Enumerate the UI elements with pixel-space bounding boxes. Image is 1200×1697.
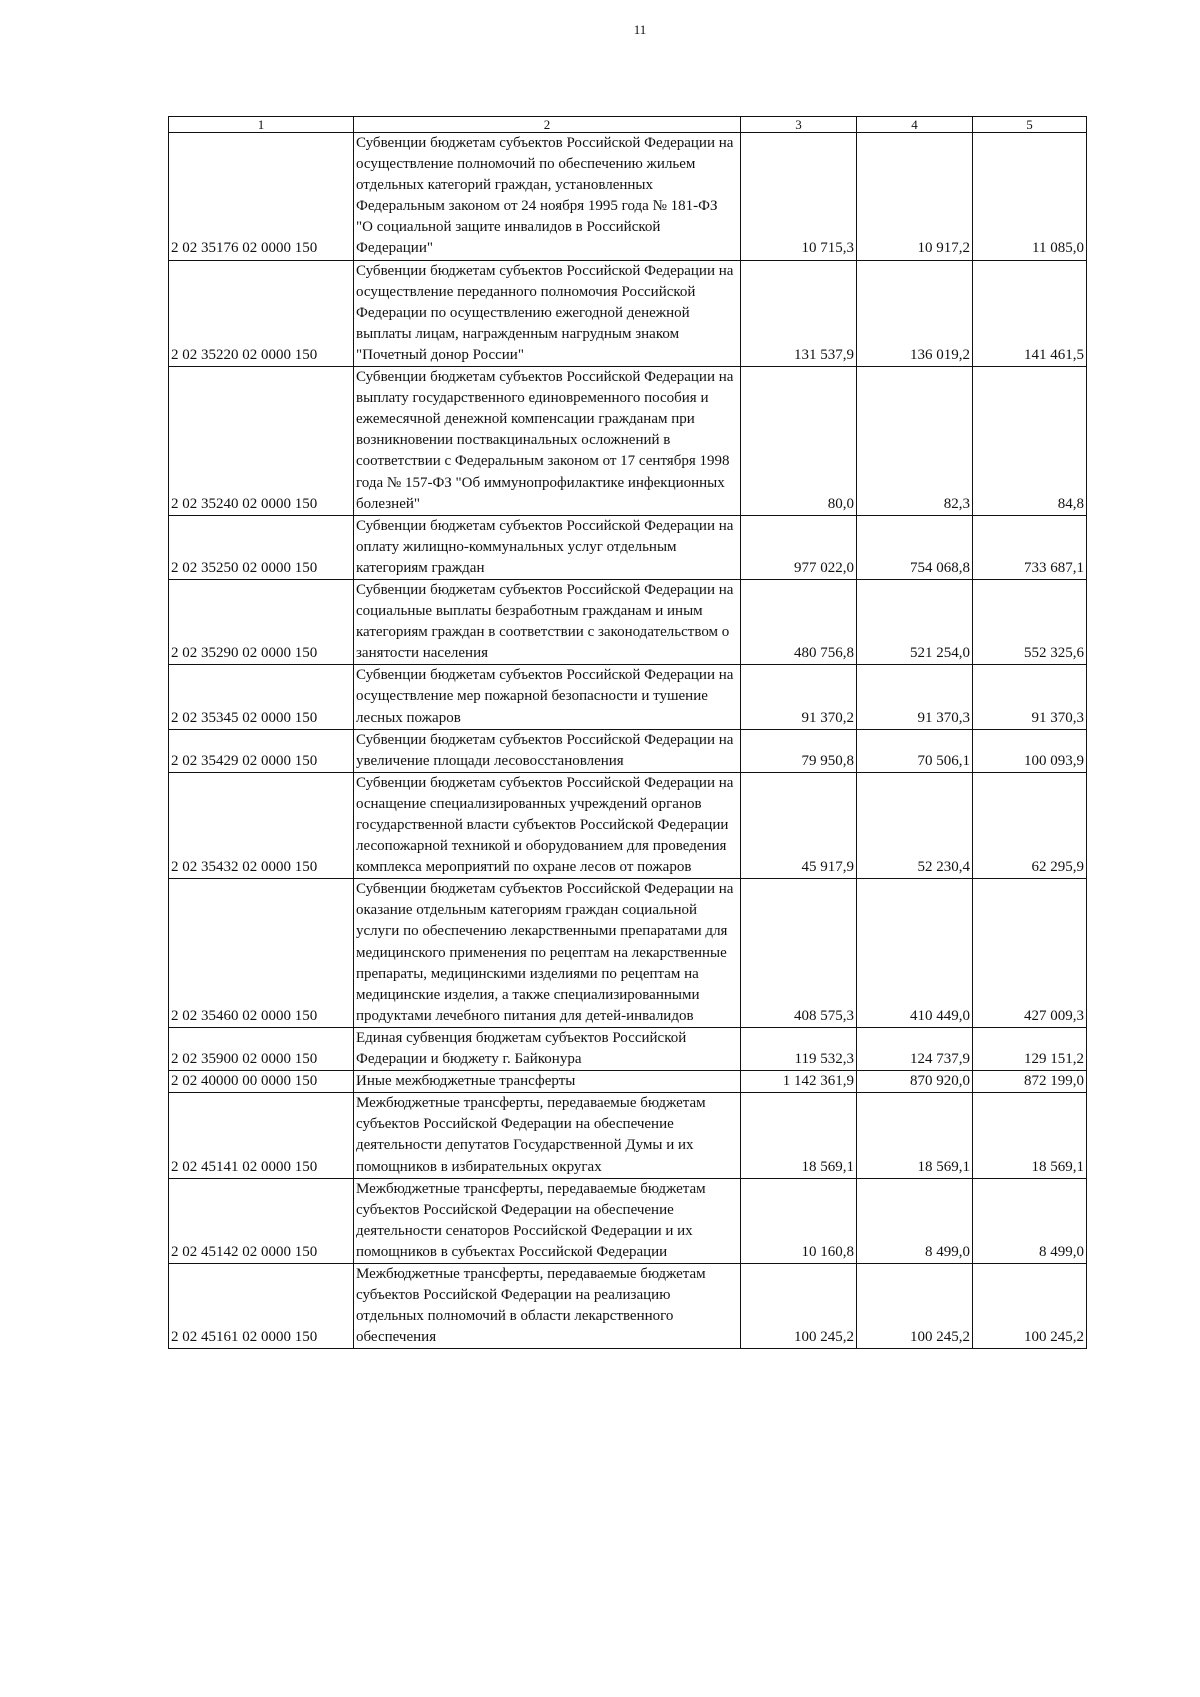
row-description-cell: Субвенции бюджетам субъектов Российской Федерации на выплату государственного единовременного пособия и ежемесячной денежной компенсации гражданам при возникновении поствакцинальных осложнений в соответствии с Федеральным законом от 17 сентября 1998 года № 157-ФЗ "Об иммунопрофилактике инфекционных болезней" <box>354 367 741 516</box>
row-value-col5: 552 325,6 <box>973 579 1087 664</box>
row-value-col4: 70 506,1 <box>857 729 973 772</box>
row-code-cell: 2 02 45142 02 0000 150 <box>169 1178 354 1263</box>
table-row <box>169 1178 1087 1263</box>
budget-table <box>168 116 1087 1349</box>
row-code-cell: 2 02 35290 02 0000 150 <box>169 579 354 664</box>
row-value-col3: 408 575,3 <box>741 879 857 1028</box>
column-header-3: 3 <box>741 117 857 133</box>
row-value-col3: 79 950,8 <box>741 729 857 772</box>
row-value-col4: 410 449,0 <box>857 879 973 1028</box>
table-row <box>169 133 1087 261</box>
row-code-cell: 2 02 35900 02 0000 150 <box>169 1027 354 1070</box>
row-value-col5: 100 093,9 <box>973 729 1087 772</box>
row-value-col3: 91 370,2 <box>741 665 857 729</box>
column-header-2: 2 <box>354 117 741 133</box>
row-value-col4: 52 230,4 <box>857 772 973 878</box>
table-row <box>169 515 1087 579</box>
row-value-col3: 119 532,3 <box>741 1027 857 1070</box>
table-row <box>169 879 1087 1028</box>
row-value-col4: 754 068,8 <box>857 515 973 579</box>
row-code-cell: 2 02 40000 00 0000 150 <box>169 1071 354 1093</box>
row-value-col3: 10 160,8 <box>741 1178 857 1263</box>
row-code-cell: 2 02 35429 02 0000 150 <box>169 729 354 772</box>
row-description-cell: Субвенции бюджетам субъектов Российской Федерации на осуществление мер пожарной безопасности и тушение лесных пожаров <box>354 665 741 729</box>
row-value-col4: 124 737,9 <box>857 1027 973 1070</box>
page-number: 11 <box>633 22 647 37</box>
row-value-col3: 1 142 361,9 <box>741 1071 857 1093</box>
row-value-col3: 45 917,9 <box>741 772 857 878</box>
row-value-col5: 427 009,3 <box>973 879 1087 1028</box>
row-value-col4: 91 370,3 <box>857 665 973 729</box>
row-value-col3: 10 715,3 <box>741 133 857 261</box>
row-value-col4: 870 920,0 <box>857 1071 973 1093</box>
row-value-col4: 82,3 <box>857 367 973 516</box>
row-value-col5: 84,8 <box>973 367 1087 516</box>
row-code-cell: 2 02 35176 02 0000 150 <box>169 133 354 261</box>
row-value-col3: 80,0 <box>741 367 857 516</box>
table-row <box>169 1093 1087 1178</box>
table-row <box>169 772 1087 878</box>
row-description-cell: Субвенции бюджетам субъектов Российской Федерации на оплату жилищно-коммунальных услуг отдельным категориям граждан <box>354 515 741 579</box>
row-value-col5: 18 569,1 <box>973 1093 1087 1178</box>
row-value-col4: 100 245,2 <box>857 1263 973 1348</box>
table-row <box>169 579 1087 664</box>
row-value-col5: 100 245,2 <box>973 1263 1087 1348</box>
row-value-col4: 8 499,0 <box>857 1178 973 1263</box>
table-body <box>169 133 1087 1349</box>
table-row <box>169 260 1087 366</box>
row-description-cell: Субвенции бюджетам субъектов Российской Федерации на увеличение площади лесовосстановления <box>354 729 741 772</box>
row-code-cell: 2 02 45141 02 0000 150 <box>169 1093 354 1178</box>
row-code-cell: 2 02 35345 02 0000 150 <box>169 665 354 729</box>
row-description-cell: Субвенции бюджетам субъектов Российской Федерации на осуществление переданного полномочия Российской Федерации по осуществлению ежегодной денежной выплаты лицам, награжденным нагрудным знаком "Почетный донор России" <box>354 260 741 366</box>
row-value-col4: 136 019,2 <box>857 260 973 366</box>
table-header-row <box>169 117 1087 133</box>
table-row <box>169 1263 1087 1348</box>
row-description-cell: Субвенции бюджетам субъектов Российской Федерации на осуществление полномочий по обеспечению жильем отдельных категорий граждан, установленных Федеральным законом от 24 ноября 1995 года № 181-ФЗ "О социальной защите инвалидов в Российской Федерации" <box>354 133 741 261</box>
row-code-cell: 2 02 45161 02 0000 150 <box>169 1263 354 1348</box>
row-description-cell: Межбюджетные трансферты, передаваемые бюджетам субъектов Российской Федерации на обеспечение деятельности депутатов Государственной Думы и их помощников в избирательных округах <box>354 1093 741 1178</box>
row-value-col3: 977 022,0 <box>741 515 857 579</box>
row-description-cell: Субвенции бюджетам субъектов Российской Федерации на оснащение специализированных учреждений органов государственной власти субъектов Российской Федерации лесопожарной техникой и оборудованием для проведения комплекса мероприятий по охране лесов от пожаров <box>354 772 741 878</box>
row-code-cell: 2 02 35220 02 0000 150 <box>169 260 354 366</box>
table-row <box>169 1071 1087 1093</box>
row-code-cell: 2 02 35432 02 0000 150 <box>169 772 354 878</box>
row-value-col5: 733 687,1 <box>973 515 1087 579</box>
row-value-col4: 521 254,0 <box>857 579 973 664</box>
row-value-col5: 872 199,0 <box>973 1071 1087 1093</box>
row-code-cell: 2 02 35460 02 0000 150 <box>169 879 354 1028</box>
row-value-col3: 131 537,9 <box>741 260 857 366</box>
column-header-5: 5 <box>973 117 1087 133</box>
row-description-cell: Межбюджетные трансферты, передаваемые бюджетам субъектов Российской Федерации на обеспечение деятельности сенаторов Российской Федерации и их помощников в субъектах Российской Федерации <box>354 1178 741 1263</box>
row-value-col3: 100 245,2 <box>741 1263 857 1348</box>
table-row <box>169 729 1087 772</box>
table-row <box>169 1027 1087 1070</box>
row-value-col3: 18 569,1 <box>741 1093 857 1178</box>
row-description-cell: Субвенции бюджетам субъектов Российской Федерации на оказание отдельным категориям граждан социальной услуги по обеспечению лекарственными препаратами для медицинского применения по рецептам на лекарственные препараты, медицинскими изделиями по рецептам на медицинские изделия, а также специализированными продуктами лечебного питания для детей-инвалидов <box>354 879 741 1028</box>
column-header-4: 4 <box>857 117 973 133</box>
row-description-cell: Единая субвенция бюджетам субъектов Российской Федерации и бюджету г. Байконура <box>354 1027 741 1070</box>
row-value-col5: 11 085,0 <box>973 133 1087 261</box>
row-value-col5: 91 370,3 <box>973 665 1087 729</box>
row-code-cell: 2 02 35250 02 0000 150 <box>169 515 354 579</box>
row-description-cell: Межбюджетные трансферты, передаваемые бюджетам субъектов Российской Федерации на реализацию отдельных полномочий в области лекарственного обеспечения <box>354 1263 741 1348</box>
table-row <box>169 367 1087 516</box>
table-row <box>169 665 1087 729</box>
row-value-col5: 62 295,9 <box>973 772 1087 878</box>
row-value-col5: 141 461,5 <box>973 260 1087 366</box>
row-description-cell: Иные межбюджетные трансферты <box>354 1071 741 1093</box>
row-code-cell: 2 02 35240 02 0000 150 <box>169 367 354 516</box>
row-value-col4: 18 569,1 <box>857 1093 973 1178</box>
row-value-col5: 8 499,0 <box>973 1178 1087 1263</box>
row-description-cell: Субвенции бюджетам субъектов Российской Федерации на социальные выплаты безработным гражданам и иным категориям граждан в соответствии с законодательством о занятости населения <box>354 579 741 664</box>
row-value-col3: 480 756,8 <box>741 579 857 664</box>
column-header-1: 1 <box>169 117 354 133</box>
row-value-col4: 10 917,2 <box>857 133 973 261</box>
row-value-col5: 129 151,2 <box>973 1027 1087 1070</box>
